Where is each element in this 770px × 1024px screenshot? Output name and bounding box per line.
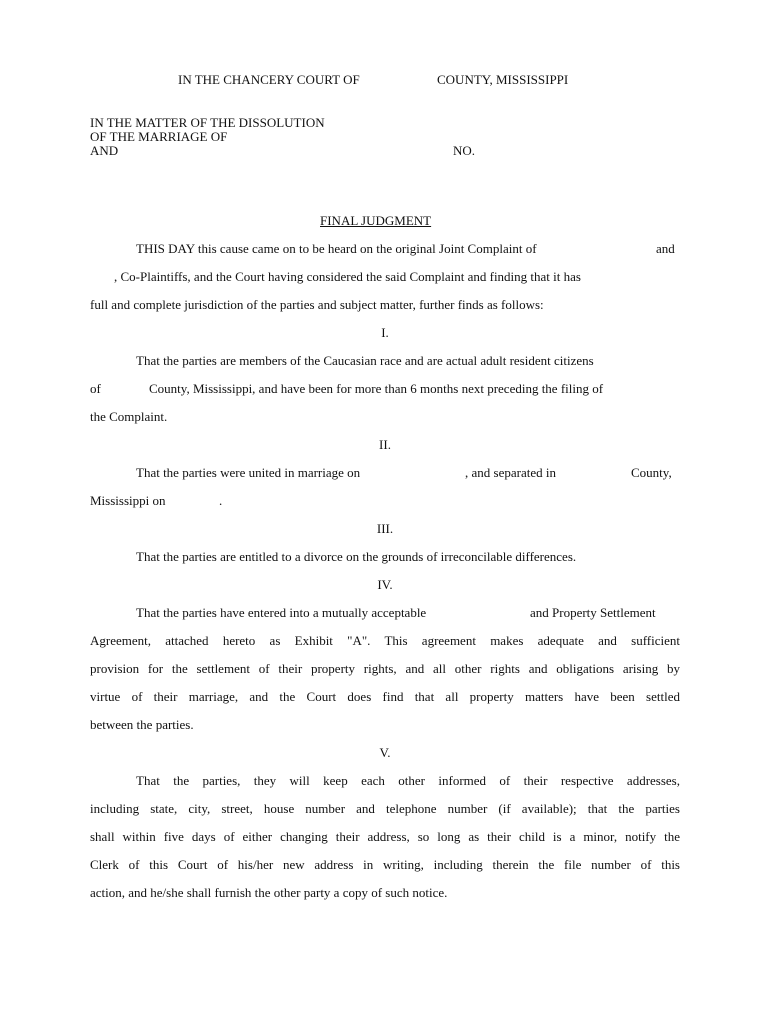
section-3-numeral: III. bbox=[376, 521, 394, 536]
matter-line-3: AND bbox=[90, 143, 119, 158]
section-5-numeral: V. bbox=[379, 745, 391, 760]
intro-line-1-end: and bbox=[656, 241, 675, 256]
section-5-line-1: That the parties, they will keep each other informed of their respective addresses, bbox=[136, 773, 680, 788]
section-2-line-2-b: . bbox=[219, 493, 223, 508]
case-number-label: NO. bbox=[453, 143, 476, 158]
section-1-line-1: That the parties are members of the Caucasian race and are actual adult resident citizens bbox=[136, 353, 594, 368]
section-5-line-3: shall within five days of either changing their address, so long as their child is a minor, notify the bbox=[90, 829, 680, 844]
section-1-line-3: the Complaint. bbox=[90, 409, 168, 424]
section-5-line-2: including state, city, street, house number and telephone number (if available); that the parties bbox=[90, 801, 680, 816]
intro-line-2: , Co-Plaintiffs, and the Court having considered the said Complaint and finding that it has bbox=[114, 269, 581, 284]
section-2-numeral: II. bbox=[379, 437, 391, 452]
intro-line-3: full and complete jurisdiction of the parties and subject matter, further finds as follows: bbox=[90, 297, 544, 312]
section-2-line-2-a: Mississippi on bbox=[90, 493, 166, 508]
section-4-line-4: virtue of their marriage, and the Court does find that all property matters have been settled bbox=[90, 689, 680, 704]
section-4-numeral: IV. bbox=[377, 577, 393, 592]
section-1-numeral: I. bbox=[381, 325, 389, 340]
court-name-left: IN THE CHANCERY COURT OF bbox=[178, 72, 360, 87]
section-2-line-1-a: That the parties were united in marriage on bbox=[136, 465, 361, 480]
intro-line-1: THIS DAY this cause came on to be heard on the original Joint Complaint of bbox=[136, 241, 537, 256]
section-4-line-2: Agreement, attached hereto as Exhibit "A". This agreement makes adequate and sufficient bbox=[90, 633, 680, 648]
section-5-line-5: action, and he/she shall furnish the other party a copy of such notice. bbox=[90, 885, 448, 900]
section-3-line-1: That the parties are entitled to a divorce on the grounds of irreconcilable differences. bbox=[136, 549, 577, 564]
document-title: FINAL JUDGMENT bbox=[320, 213, 432, 228]
section-4-line-5: between the parties. bbox=[90, 717, 194, 732]
section-2-line-1-b: , and separated in bbox=[465, 465, 556, 480]
section-4-line-3: provision for the settlement of their property rights, and all other rights and obligations arising by bbox=[90, 661, 680, 676]
section-5-line-4: Clerk of this Court of his/her new address in writing, including therein the file number of this bbox=[90, 857, 680, 872]
section-4-line-1-a: That the parties have entered into a mutually acceptable bbox=[136, 605, 427, 620]
section-1-line-2: County, Mississippi, and have been for more than 6 months next preceding the filing of bbox=[149, 381, 604, 396]
court-name-right: COUNTY, MISSISSIPPI bbox=[437, 72, 569, 87]
matter-line-1: IN THE MATTER OF THE DISSOLUTION bbox=[90, 115, 325, 130]
section-4-line-1-b: and Property Settlement bbox=[530, 605, 656, 620]
matter-line-2: OF THE MARRIAGE OF bbox=[90, 129, 228, 144]
section-1-line-2-of: of bbox=[90, 381, 101, 396]
section-2-line-1-c: County, bbox=[631, 465, 672, 480]
